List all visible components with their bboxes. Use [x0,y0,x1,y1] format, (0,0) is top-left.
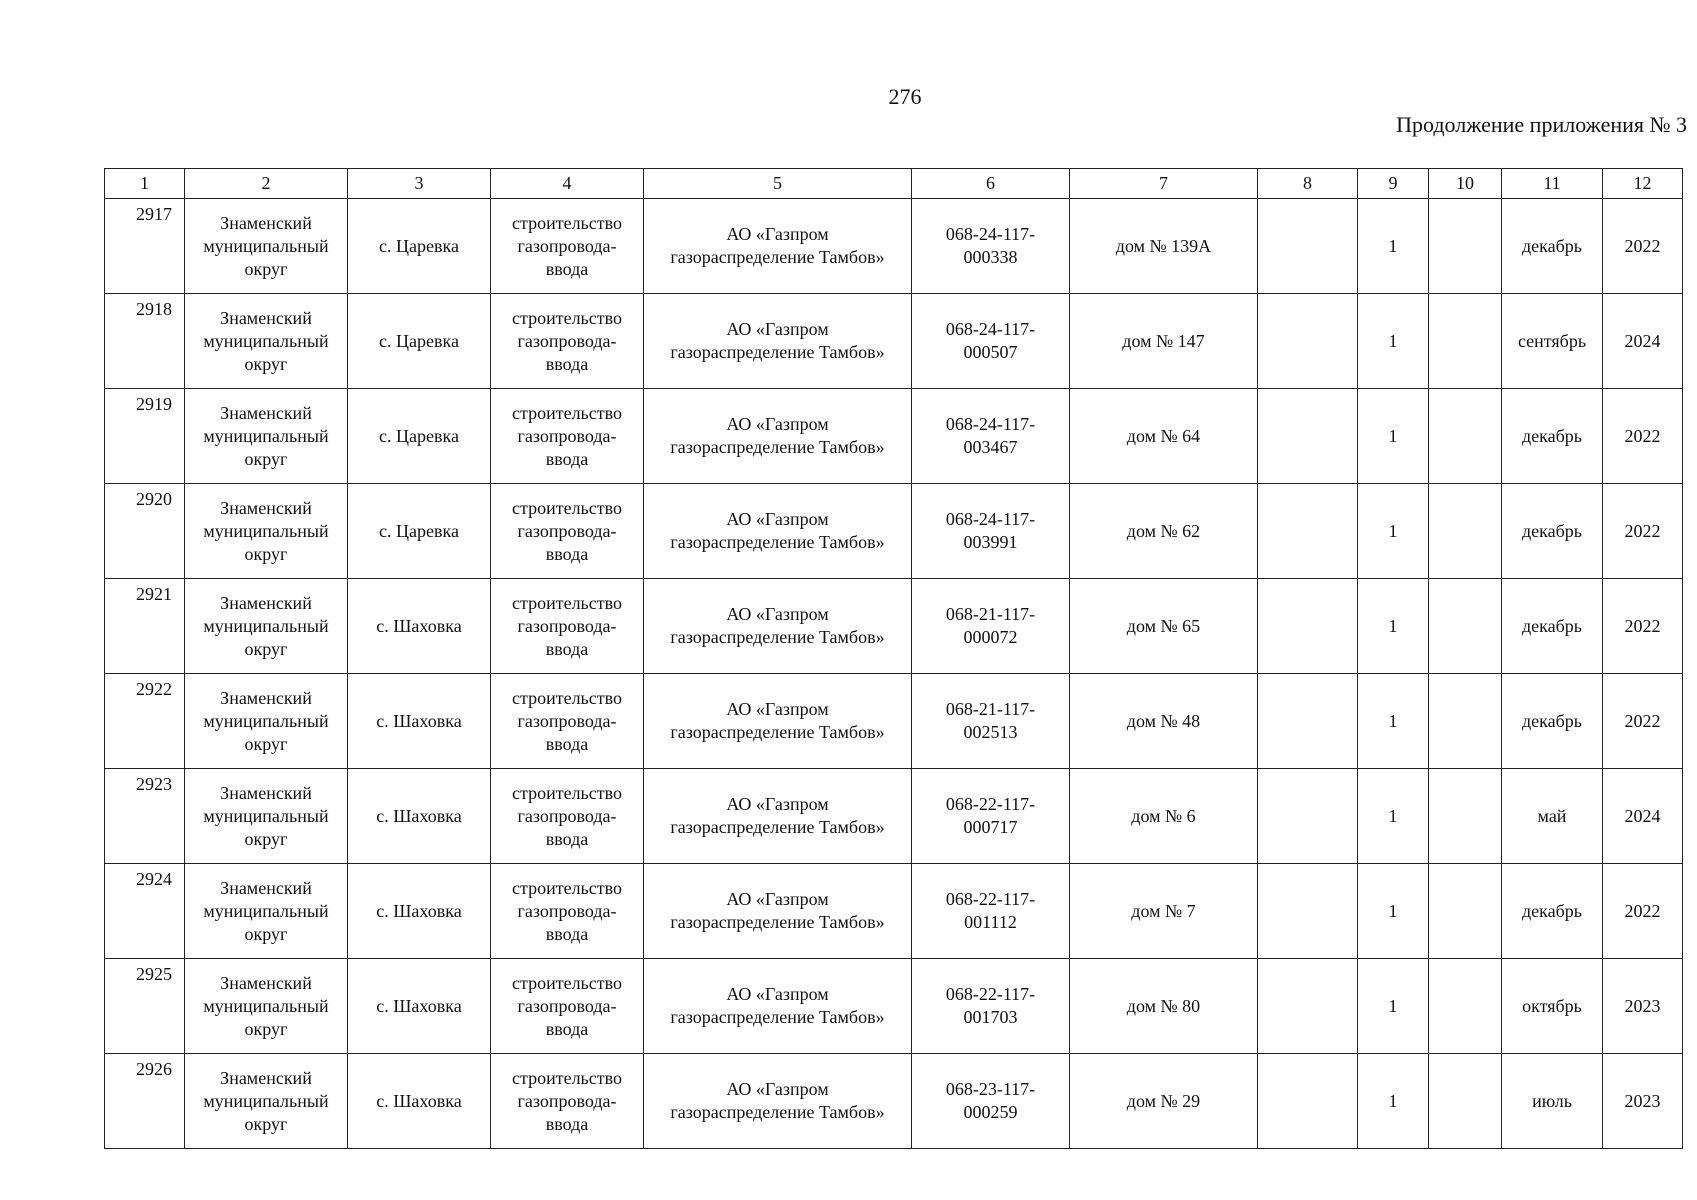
work-type-cell-line: строительство [512,1067,622,1088]
work-type-cell-line: ввода [545,543,589,564]
appendix-continuation-label: Продолжение приложения № 3 [1396,112,1687,137]
table-row [105,389,1683,484]
column-8-cell [1258,769,1358,864]
column-header: 3 [348,169,491,199]
object-code-cell-line: 068-23-117- [945,1079,1036,1099]
month-cell: декабрь [1502,864,1603,959]
object-code-cell-line: 001112 [964,912,1017,932]
work-type-cell-line: строительство [512,782,622,803]
column-10-cell [1429,579,1502,674]
column-8-cell [1258,674,1358,769]
organization-cell [644,389,912,484]
settlement-cell: с. Шаховка [348,1054,491,1149]
district-cell [185,579,348,674]
year-cell: 2022 [1603,579,1683,674]
object-code-cell-line: 000072 [963,627,1018,647]
column-header: 9 [1358,169,1429,199]
work-type-cell [491,294,644,389]
district-cell-line: Знаменский [220,592,312,613]
work-type-cell-line: строительство [512,402,622,423]
district-cell-line: муниципальный [203,330,329,351]
quantity-cell: 1 [1358,294,1429,389]
district-cell [185,389,348,484]
quantity-cell: 1 [1358,959,1429,1054]
work-type-cell-line: газопровода- [517,330,617,351]
work-type-cell-line: ввода [545,353,589,374]
month-cell: декабрь [1502,579,1603,674]
column-number-header-row [105,169,1683,199]
column-header: 4 [491,169,644,199]
organization-cell-line: газораспределение Тамбов» [670,532,885,552]
row-number-cell: 2917 [105,199,185,294]
district-cell-line: муниципальный [203,710,329,731]
quantity-cell: 1 [1358,199,1429,294]
work-type-cell-line: газопровода- [517,615,617,636]
district-cell [185,294,348,389]
row-number-cell: 2926 [105,1054,185,1149]
work-type-cell [491,1054,644,1149]
work-type-cell-line: ввода [545,448,589,469]
district-cell-line: муниципальный [203,1090,329,1111]
work-type-cell-line: газопровода- [517,710,617,731]
object-code-cell-line: 003991 [963,532,1018,552]
month-cell: декабрь [1502,389,1603,484]
district-cell-line: Знаменский [220,972,312,993]
object-code-cell-line: 068-21-117- [945,604,1036,624]
column-8-cell [1258,294,1358,389]
table-row [105,484,1683,579]
district-cell-line: округ [244,258,288,279]
district-cell-line: округ [244,733,288,754]
column-header: 10 [1429,169,1502,199]
year-cell: 2022 [1603,199,1683,294]
district-cell [185,674,348,769]
work-type-cell-line: ввода [545,1113,589,1134]
work-type-cell [491,484,644,579]
work-type-cell-line: газопровода- [517,1090,617,1111]
object-code-cell [912,484,1070,579]
quantity-cell: 1 [1358,579,1429,674]
organization-cell-line: газораспределение Тамбов» [670,627,885,647]
work-type-cell-line: газопровода- [517,520,617,541]
year-cell: 2022 [1603,389,1683,484]
district-cell [185,1054,348,1149]
column-header: 1 [105,169,185,199]
district-cell-line: муниципальный [203,235,329,256]
column-header: 7 [1070,169,1258,199]
object-code-cell-line: 068-24-117- [945,414,1036,434]
district-cell-line: округ [244,543,288,564]
year-cell: 2022 [1603,674,1683,769]
work-type-cell-line: ввода [545,923,589,944]
settlement-cell: с. Шаховка [348,959,491,1054]
object-code-cell-line: 068-22-117- [945,794,1036,814]
row-number-cell: 2921 [105,579,185,674]
district-cell-line: муниципальный [203,615,329,636]
month-cell: декабрь [1502,199,1603,294]
work-type-cell-line: строительство [512,212,622,233]
work-type-cell-line: ввода [545,258,589,279]
district-cell-line: Знаменский [220,497,312,518]
organization-cell [644,1054,912,1149]
district-cell-line: Знаменский [220,307,312,328]
column-10-cell [1429,674,1502,769]
organization-cell [644,199,912,294]
column-10-cell [1429,294,1502,389]
district-cell-line: Знаменский [220,212,312,233]
work-type-cell [491,864,644,959]
month-cell: май [1502,769,1603,864]
district-cell-line: муниципальный [203,995,329,1016]
work-type-cell-line: строительство [512,972,622,993]
district-cell-line: муниципальный [203,805,329,826]
work-type-cell-line: ввода [545,638,589,659]
row-number-cell: 2925 [105,959,185,1054]
month-cell: октябрь [1502,959,1603,1054]
district-cell-line: муниципальный [203,425,329,446]
work-type-cell-line: газопровода- [517,235,617,256]
organization-cell-line: АО «Газпром [726,1079,829,1099]
organization-cell-line: газораспределение Тамбов» [670,437,885,457]
object-code-cell-line: 000717 [963,817,1018,837]
organization-cell-line: газораспределение Тамбов» [670,247,885,267]
object-code-cell-line: 068-21-117- [945,699,1036,719]
organization-cell-line: АО «Газпром [726,889,829,909]
organization-cell [644,959,912,1054]
settlement-cell: с. Шаховка [348,769,491,864]
organization-cell-line: газораспределение Тамбов» [670,912,885,932]
work-type-cell-line: строительство [512,497,622,518]
table-row [105,674,1683,769]
object-code-cell-line: 068-22-117- [945,889,1036,909]
object-code-cell-line: 002513 [963,722,1018,742]
work-type-cell-line: строительство [512,307,622,328]
settlement-cell: с. Царевка [348,389,491,484]
page-number: 276 [888,84,922,109]
district-cell-line: округ [244,448,288,469]
work-type-cell [491,769,644,864]
district-cell-line: Знаменский [220,782,312,803]
object-code-cell [912,389,1070,484]
column-10-cell [1429,959,1502,1054]
object-code-cell-line: 068-24-117- [945,319,1036,339]
column-10-cell [1429,199,1502,294]
work-type-cell [491,199,644,294]
organization-cell-line: газораспределение Тамбов» [670,817,885,837]
organization-cell [644,864,912,959]
year-cell: 2023 [1603,959,1683,1054]
district-cell-line: Знаменский [220,1067,312,1088]
column-header: 6 [912,169,1070,199]
month-cell: июль [1502,1054,1603,1149]
table-body [105,199,1683,1149]
address-cell: дом № 62 [1070,484,1258,579]
work-type-cell [491,389,644,484]
object-code-cell-line: 003467 [963,437,1018,457]
organization-cell-line: АО «Газпром [726,224,829,244]
gas-connection-table [104,168,1683,1149]
year-cell: 2023 [1603,1054,1683,1149]
work-type-cell-line: газопровода- [517,900,617,921]
district-cell-line: муниципальный [203,900,329,921]
work-type-cell-line: строительство [512,877,622,898]
work-type-cell [491,579,644,674]
address-cell: дом № 65 [1070,579,1258,674]
address-cell: дом № 147 [1070,294,1258,389]
address-cell: дом № 29 [1070,1054,1258,1149]
work-type-cell-line: газопровода- [517,995,617,1016]
object-code-cell-line: 068-24-117- [945,224,1036,244]
address-cell: дом № 64 [1070,389,1258,484]
year-cell: 2024 [1603,769,1683,864]
district-cell [185,484,348,579]
object-code-cell-line: 001703 [963,1007,1018,1027]
work-type-cell-line: ввода [545,828,589,849]
district-cell-line: округ [244,923,288,944]
organization-cell-line: газораспределение Тамбов» [670,342,885,362]
work-type-cell-line: ввода [545,1018,589,1039]
object-code-cell [912,864,1070,959]
district-cell-line: округ [244,353,288,374]
organization-cell [644,579,912,674]
object-code-cell [912,769,1070,864]
object-code-cell [912,199,1070,294]
object-code-cell [912,294,1070,389]
row-number-cell: 2920 [105,484,185,579]
organization-cell-line: АО «Газпром [726,794,829,814]
address-cell: дом № 6 [1070,769,1258,864]
month-cell: декабрь [1502,674,1603,769]
month-cell: сентябрь [1502,294,1603,389]
object-code-cell [912,579,1070,674]
quantity-cell: 1 [1358,864,1429,959]
year-cell: 2022 [1603,864,1683,959]
district-cell-line: муниципальный [203,520,329,541]
settlement-cell: с. Царевка [348,294,491,389]
settlement-cell: с. Шаховка [348,579,491,674]
organization-cell-line: АО «Газпром [726,414,829,434]
object-code-cell [912,959,1070,1054]
column-header: 11 [1502,169,1603,199]
organization-cell-line: АО «Газпром [726,699,829,719]
column-8-cell [1258,389,1358,484]
object-code-cell-line: 000507 [963,342,1018,362]
address-cell: дом № 7 [1070,864,1258,959]
column-8-cell [1258,199,1358,294]
column-8-cell [1258,484,1358,579]
column-8-cell [1258,579,1358,674]
row-number-cell: 2923 [105,769,185,864]
settlement-cell: с. Царевка [348,484,491,579]
quantity-cell: 1 [1358,484,1429,579]
address-cell: дом № 80 [1070,959,1258,1054]
organization-cell [644,769,912,864]
district-cell-line: округ [244,638,288,659]
settlement-cell: с. Шаховка [348,674,491,769]
object-code-cell [912,1054,1070,1149]
column-header: 2 [185,169,348,199]
row-number-cell: 2918 [105,294,185,389]
district-cell [185,864,348,959]
address-cell: дом № 48 [1070,674,1258,769]
column-10-cell [1429,484,1502,579]
organization-cell [644,294,912,389]
organization-cell-line: АО «Газпром [726,604,829,624]
district-cell-line: округ [244,1113,288,1134]
table-row [105,864,1683,959]
district-cell [185,769,348,864]
quantity-cell: 1 [1358,1054,1429,1149]
organization-cell-line: АО «Газпром [726,509,829,529]
row-number-cell: 2924 [105,864,185,959]
settlement-cell: с. Царевка [348,199,491,294]
object-code-cell-line: 068-24-117- [945,509,1036,529]
quantity-cell: 1 [1358,389,1429,484]
object-code-cell [912,674,1070,769]
district-cell-line: Знаменский [220,687,312,708]
work-type-cell [491,959,644,1054]
work-type-cell-line: строительство [512,592,622,613]
table-row [105,294,1683,389]
row-number-cell: 2922 [105,674,185,769]
district-cell-line: Знаменский [220,877,312,898]
table-row [105,1054,1683,1149]
district-cell [185,959,348,1054]
column-8-cell [1258,1054,1358,1149]
organization-cell [644,484,912,579]
column-10-cell [1429,1054,1502,1149]
column-10-cell [1429,769,1502,864]
column-10-cell [1429,864,1502,959]
settlement-cell: с. Шаховка [348,864,491,959]
table-row [105,579,1683,674]
quantity-cell: 1 [1358,674,1429,769]
work-type-cell-line: ввода [545,733,589,754]
district-cell-line: Знаменский [220,402,312,423]
work-type-cell-line: газопровода- [517,805,617,826]
organization-cell-line: газораспределение Тамбов» [670,722,885,742]
column-8-cell [1258,959,1358,1054]
district-cell [185,199,348,294]
object-code-cell-line: 000259 [963,1102,1018,1122]
table-row [105,959,1683,1054]
row-number-cell: 2919 [105,389,185,484]
quantity-cell: 1 [1358,769,1429,864]
organization-cell-line: газораспределение Тамбов» [670,1102,885,1122]
column-header: 12 [1603,169,1683,199]
work-type-cell-line: строительство [512,687,622,708]
organization-cell [644,674,912,769]
work-type-cell-line: газопровода- [517,425,617,446]
object-code-cell-line: 068-22-117- [945,984,1036,1004]
organization-cell-line: АО «Газпром [726,319,829,339]
month-cell: декабрь [1502,484,1603,579]
column-header: 8 [1258,169,1358,199]
column-header: 5 [644,169,912,199]
year-cell: 2022 [1603,484,1683,579]
work-type-cell [491,674,644,769]
organization-cell-line: газораспределение Тамбов» [670,1007,885,1027]
column-8-cell [1258,864,1358,959]
table-row [105,199,1683,294]
district-cell-line: округ [244,1018,288,1039]
column-10-cell [1429,389,1502,484]
organization-cell-line: АО «Газпром [726,984,829,1004]
district-cell-line: округ [244,828,288,849]
table-row [105,769,1683,864]
year-cell: 2024 [1603,294,1683,389]
address-cell: дом № 139А [1070,199,1258,294]
object-code-cell-line: 000338 [963,247,1018,267]
